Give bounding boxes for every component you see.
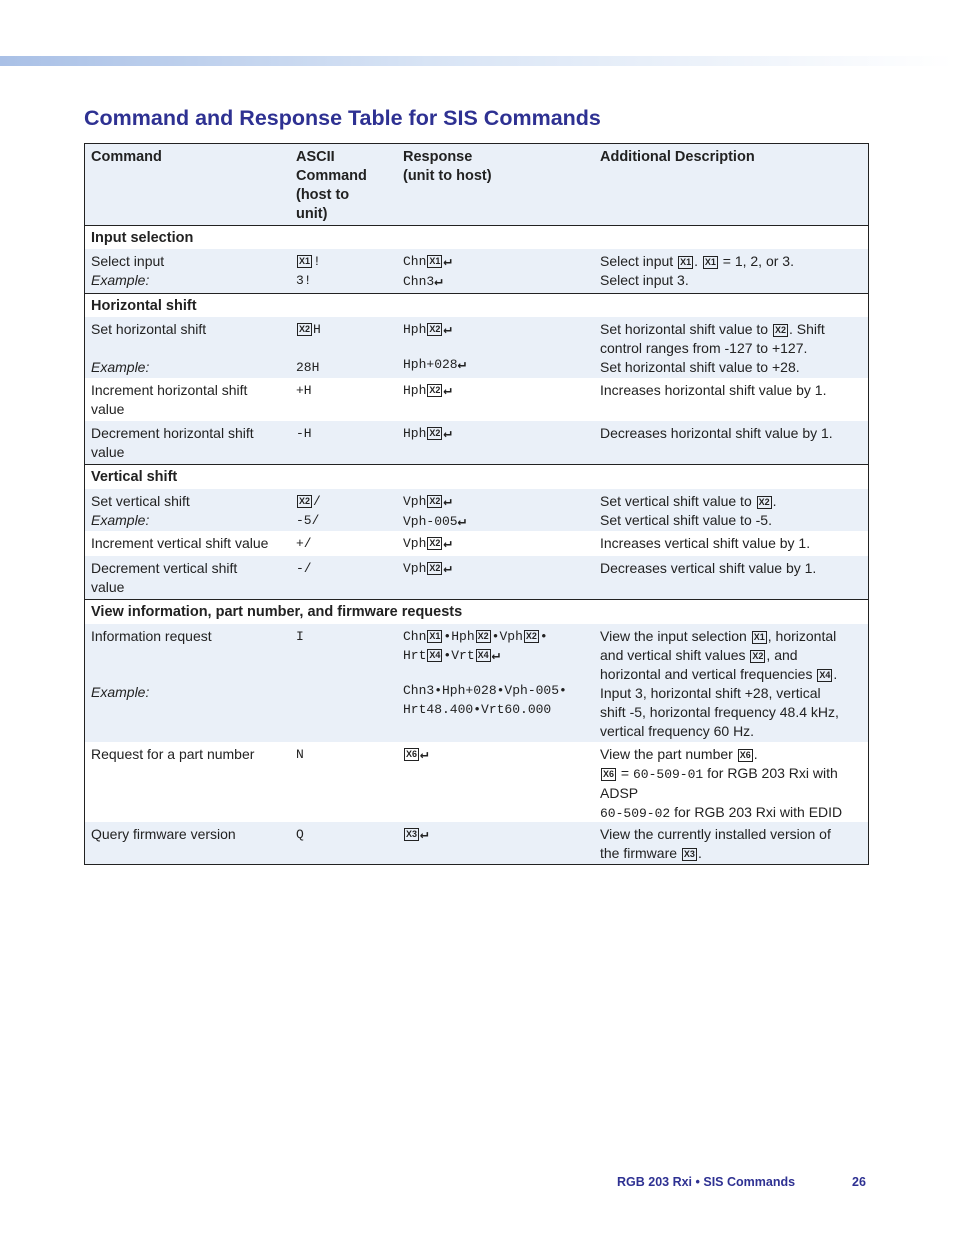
x2-variable-icon: X2: [429, 563, 441, 573]
return-icon: ↵: [457, 514, 467, 530]
x4-variable-icon: X4: [819, 670, 831, 680]
table-header-row: [85, 144, 868, 225]
x4-variable-icon: X4: [477, 650, 489, 660]
x2-variable-icon: X2: [525, 631, 537, 641]
header-response: Response (unit to host): [403, 149, 492, 184]
table-row-increment-horizontal-shift: Increment horizontal shift value +H Hph X2 ↵ Increases horizontal shift value by 1.: [91, 382, 827, 417]
x1-variable-icon: X1: [299, 256, 311, 266]
x2-variable-icon: X2: [752, 651, 764, 661]
x1-variable-icon: X1: [429, 631, 441, 641]
return-icon: ↵: [434, 274, 443, 290]
return-icon: ↵: [443, 494, 452, 510]
footer-document-label: RGB 203 Rxi • SIS Commands: [617, 1175, 796, 1189]
section-input-selection: Input selection: [85, 225, 868, 249]
x6-variable-icon: X6: [406, 749, 418, 759]
header-gradient-bar: [0, 56, 954, 66]
section-vertical-shift: Vertical shift: [85, 464, 868, 489]
return-icon: ↵: [443, 254, 452, 270]
x4-variable-icon: X4: [429, 650, 441, 660]
x2-variable-icon: X2: [429, 385, 441, 395]
table-row-increment-vertical-shift: Increment vertical shift value +/ Vph X2 ↵ Increases vertical shift value by 1.: [91, 535, 811, 552]
return-icon: ↵: [420, 747, 429, 763]
return-icon: ↵: [443, 561, 452, 577]
x2-variable-icon: X2: [477, 631, 489, 641]
return-icon: ↵: [443, 536, 452, 552]
x1-variable-icon: X1: [680, 257, 692, 267]
x1-variable-icon: X1: [704, 257, 716, 267]
section-view-information: View information, part number, and firmware requests: [85, 599, 868, 624]
header-command: Command: [91, 149, 162, 165]
x6-variable-icon: X6: [739, 750, 751, 760]
table-row-decrement-horizontal-shift: Decrement horizontal shift value -H Hph X2 ↵ Decreases horizontal shift value by 1.: [85, 421, 868, 464]
sis-command-table: [84, 143, 869, 865]
header-ascii: ASCII Command (host to unit): [296, 149, 367, 222]
x2-variable-icon: X2: [758, 497, 770, 507]
table-row-part-number: Request for a part number N X6 ↵ View the part number X6 . X6 = 60-509-01 for RGB 203 Rxi with ADSP 60-509-02 for RGB 203 Rxi with EDID: [91, 746, 843, 821]
return-icon: ↵: [443, 383, 452, 399]
x1-variable-icon: X1: [429, 256, 441, 266]
x2-variable-icon: X2: [429, 324, 441, 334]
table-row-query-firmware: Query firmware version Q X3 ↵ View the currently installed version of the firmware X3 .: [85, 822, 868, 864]
table-row-select-input: Select input Example: X1 ! 3! Chn X1 ↵ Chn3↵ Select input X1 . X1 = 1, 2, or 3. Select input 3.: [85, 249, 868, 293]
header-description: Additional Description: [600, 149, 755, 165]
table-row-set-horizontal-shift: Set horizontal shift Example: X2 H 28H Hph X2 ↵ Hph+028↵ Set horizontal shift value to X2 . Shift control ranges from -127 to +127. Set horizontal shift value to +28.: [85, 317, 868, 378]
return-icon: ↵: [443, 322, 452, 338]
table-row-information-request: Information request Example: I Chn X1 •Hph X2 •Vph X2 • Hrt X4 •Vrt X4 ↵ Chn3•Hph+028•Vph-005• Hrt48.400•Vrt60.000 View the input selection X1 , horizontal and vertical shift values X2 , and horizontal and vertical frequencies X4 . Input 3, horizontal shift +28, vertical shift -5, horizontal frequency 48.4 kHz, vertical frequency 60 Hz.: [85, 624, 868, 742]
x2-variable-icon: X2: [429, 428, 441, 438]
footer-page-number: 26: [852, 1175, 866, 1189]
x2-variable-icon: X2: [299, 324, 311, 334]
x2-variable-icon: X2: [775, 325, 787, 335]
x6-variable-icon: X6: [603, 769, 615, 779]
x2-variable-icon: X2: [299, 496, 311, 506]
x1-variable-icon: X1: [753, 632, 765, 642]
section-horizontal-shift: Horizontal shift: [85, 293, 868, 317]
return-icon: ↵: [420, 827, 429, 843]
return-icon: ↵: [443, 426, 452, 442]
page-title: Command and Response Table for SIS Commands: [84, 106, 601, 130]
table-row-set-vertical-shift: Set vertical shift Example: X2 / -5/ Vph X2 ↵ Vph-005↵ Set vertical shift value to X2 . Set vertical shift value to -5.: [85, 489, 868, 531]
return-icon: ↵: [491, 648, 501, 664]
return-icon: ↵: [457, 357, 467, 373]
x3-variable-icon: X3: [683, 849, 695, 859]
table-row-decrement-vertical-shift: Decrement vertical shift value -/ Vph X2 ↵ Decreases vertical shift value by 1.: [85, 556, 868, 599]
x2-variable-icon: X2: [429, 538, 441, 548]
x2-variable-icon: X2: [429, 496, 441, 506]
x3-variable-icon: X3: [406, 829, 418, 839]
